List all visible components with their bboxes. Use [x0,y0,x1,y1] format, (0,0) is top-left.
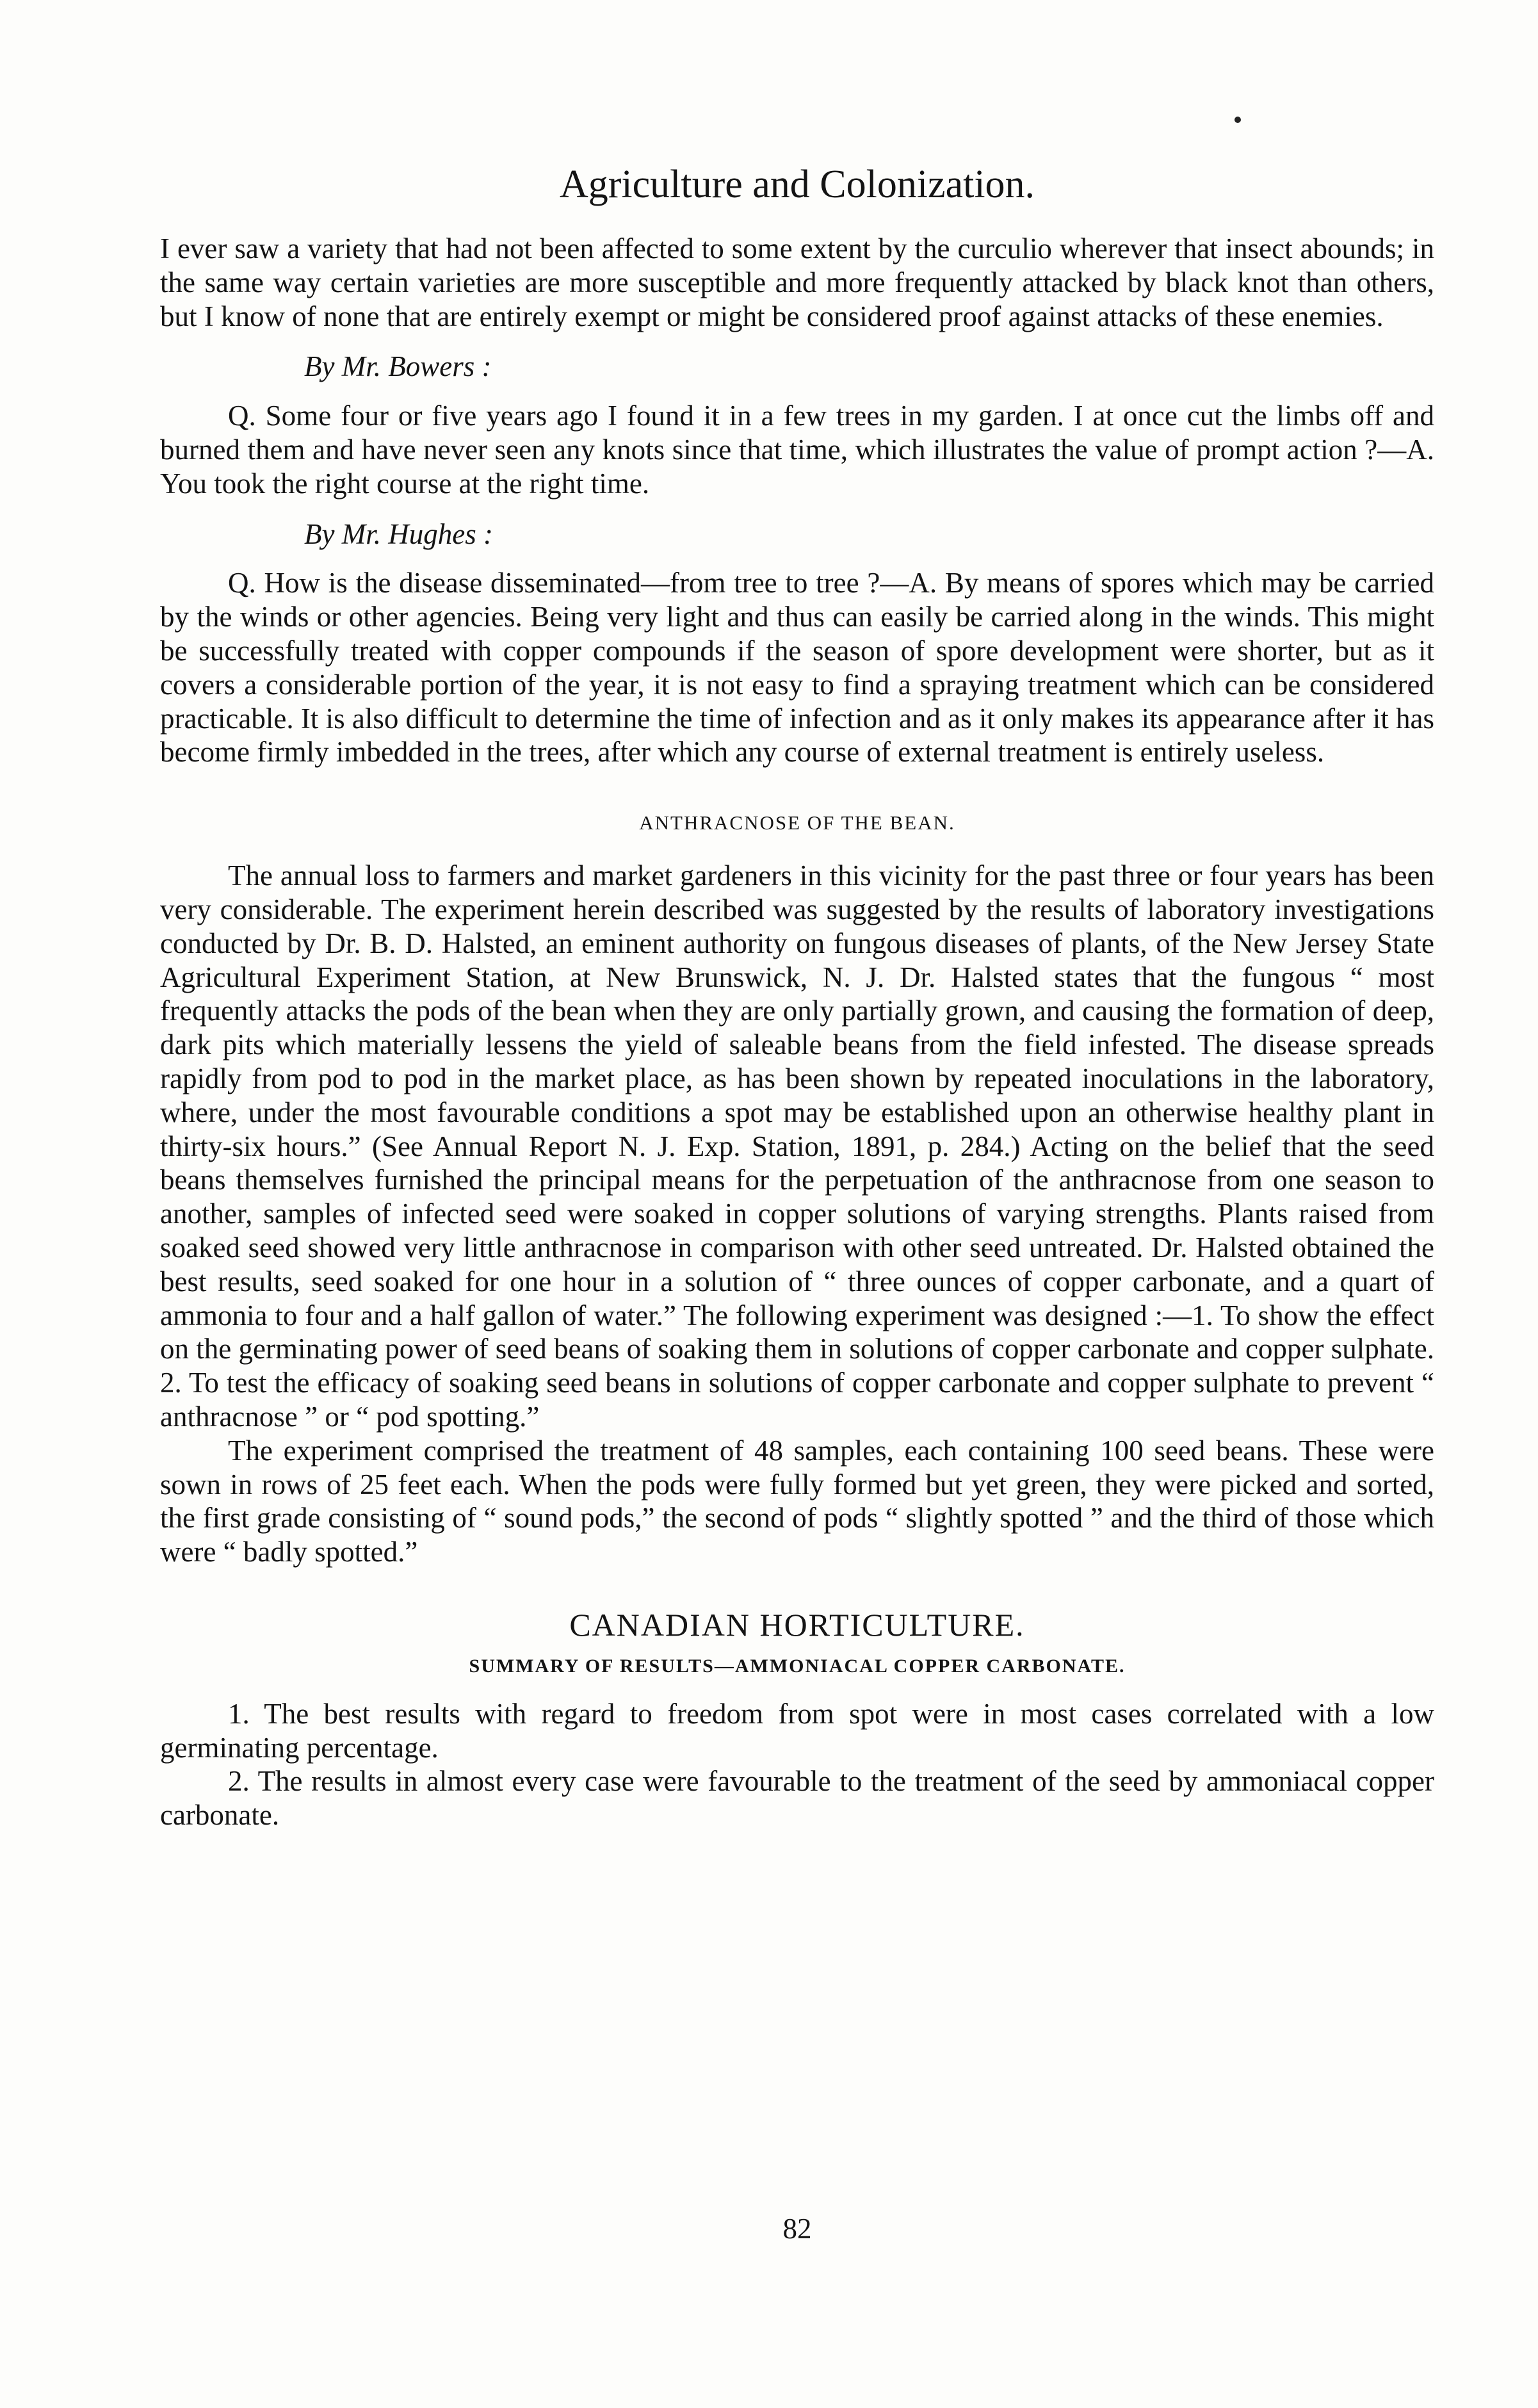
paragraph-bowers-question: Q. Some four or five years ago I found it in a few trees in my garden. I at once cut the limbs off and burned them and have never seen any knots since that time, which illustrates the value of prompt action ?—A. You took the right course at the right time. [160,400,1434,500]
section-heading-summary: SUMMARY OF RESULTS—AMMONIACAL COPPER CARBONATE. [469,1655,1126,1677]
section-heading-anthracnose: ANTHRACNOSE OF THE BEAN. [639,811,955,834]
paragraph-experiment: The experiment comprised the treatment of 48 samples, each containing 100 seed beans. These were sown in rows of 25 feet each. When the pods were fully formed but yet green, they were picked and sorted, the first grade consisting of “ sound pods,” the second of pods “ slightly spotted ” and the third of those which were “ badly spotted.” [160,1434,1434,1568]
paragraph-hughes-question: Q. How is the disease disseminated—from tree to tree ?—A. By means of spores which may be carried by the winds or other agencies. Being very light and thus can easily be carried along in the winds. This might be successfully treated with copper compounds if the season of spore development were shorter, but as it covers a considerable portion of the year, it is not easy to find a spraying treatment which can be considered practicable. It is also difficult to determine the time of infection and as it only makes its appearance after it has become firmly imbedded in the trees, after which any course of external treatment is entirely useless. [160,567,1434,769]
result-item-1: 1. The best results with regard to freedom from spot were in most cases correlated with a low germinating percentage. [160,1697,1434,1764]
byline-bowers: By Mr. Bowers : [304,350,492,383]
body-text [160,232,1434,1832]
running-title-canadian-horticulture: CANADIAN HORTICULTURE. [569,1606,1025,1643]
ink-speck [1234,117,1241,123]
paragraph-continuation: I ever saw a variety that had not been affected to some extent by the curculio wherever that insect abounds; in the same way certain varieties are more susceptible and more frequently attacked by black knot than others, but I know of none that are entirely exempt or might be considered proof against attacks of these enemies. [160,232,1434,332]
result-item-2: 2. The results in almost every case were favourable to the treatment of the seed by ammoniacal copper carbonate. [160,1765,1434,1832]
page-number: 82 [782,2213,812,2245]
byline-hughes: By Mr. Hughes : [304,517,493,550]
paragraph-anthracnose-intro: The annual loss to farmers and market gardeners in this vicinity for the past three or four years has been very considerable. The experiment herein described was suggested by the results of laboratory investigations conducted by Dr. B. D. Halsted, an eminent authority on fungous diseases of plants, of the New Jersey State Agricultural Experiment Station, at New Brunswick, N. J. Dr. Halsted states that the fungous “ most frequently attacks the pods of the bean when they are only partially grown, and causing the formation of deep, dark pits which materially lessens the yield of saleable beans from the field infested. The disease spreads rapidly from pod to pod in the market place, as has been shown by repeated inoculations in the laboratory, where, under the most favourable conditions a spot may be established upon an otherwise healthy plant in thirty-six hours.” (See Annual Report N. J. Exp. Station, 1891, p. 284.) Acting on the belief that the seed beans themselves furnished the principal means for the perpetuation of the anthracnose from one season to another, samples of infected seed were soaked in copper solutions of varying strengths. Plants raised from soaked seed showed very little anthracnose in comparison with other seed untreated. Dr. Halsted obtained the best results, seed soaked for one hour in a solution of “ three ounces of copper carbonate, and a quart of ammonia to four and a half gallon of water.” The following experiment was designed :—1. To show the effect on the germinating power of seed beans of soaking them in solutions of copper carbonate and copper sulphate. 2. To test the efficacy of soaking seed beans in solutions of copper carbonate and copper sulphate to prevent “ anthracnose ” or “ pod spotting.” [160,859,1434,1433]
running-header: Agriculture and Colonization. [559,163,1035,206]
